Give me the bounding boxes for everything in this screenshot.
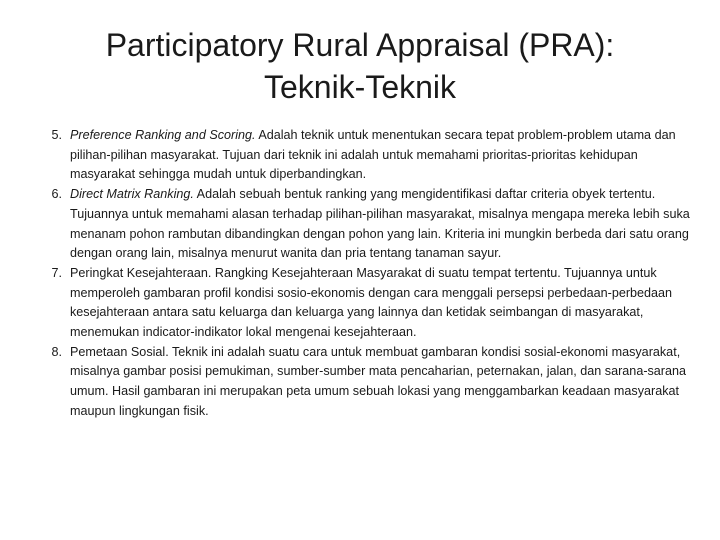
item-number: 5. (51, 128, 62, 142)
item-body: Adalah sebuah bentuk ranking yang mengidentifikasi daftar criteria obyek tertentu. Tujuannya untuk memahami alasan terhadap pilihan-pilihan masyarakat, misalnya mengapa mereka lebih suka menanam pohon rambutan dibandingkan dengan pohon yang lain. Kriteria ini mungkin berbeda dari satu orang dengan orang lain, misalnya menurut wanita dan pria tentang tanaman sayur. (70, 187, 690, 261)
technique-list (40, 126, 692, 422)
list-item-8 (40, 343, 692, 422)
item-number: 6. (51, 187, 62, 202)
item-lead: Preference Ranking and Scoring. (70, 128, 256, 142)
item-number: 7. (51, 265, 62, 280)
item-lead: Direct Matrix Ranking. (70, 187, 194, 202)
title-line-1: Participatory Rural Appraisal (PRA): (105, 27, 615, 63)
item-body: Pemetaan Sosial. Teknik ini adalah suatu cara untuk membuat gambaran kondisi sosial-ekonomi masyarakat, misalnya gambar posisi pemukiman, sumber-sumber mata pencaharian, peternakan, jalan, dan sarana-sarana umum. Hasil gambaran ini merupakan peta umum sebuah lokasi yang menggambarkan keadaan masyarakat maupun lingkungan fisik. (70, 344, 687, 418)
item-body: Adalah teknik untuk menentukan secara tepat problem-problem utama dan pilihan-pilihan masyarakat. Tujuan dari teknik ini adalah untuk memahami prioritas-prioritas kehidupan masyarakat sehingga mudah untuk diperbandingkan. (70, 128, 676, 182)
list-item-6 (40, 185, 692, 264)
item-body: Peringkat Kesejahteraan. Rangking Kesejahteraan Masyarakat di suatu tempat tertentu. Tujuannya untuk memperoleh gambaran profil kondisi sosio-ekonomis dengan cara menggali persepsi perbedaan-perbedaan kesejahteraan antara satu keluarga dan keluarga yang lainnya dan ketidak seimbangan di masyarakat, menemukan indicator-indikator lokal mengenai kesejahteraan. (70, 265, 673, 340)
title-line-2: Teknik-Teknik (263, 69, 457, 105)
list-item-7 (40, 264, 692, 343)
list-item-5 (40, 126, 692, 185)
slide-title (40, 24, 680, 108)
item-number: 8. (51, 344, 62, 359)
